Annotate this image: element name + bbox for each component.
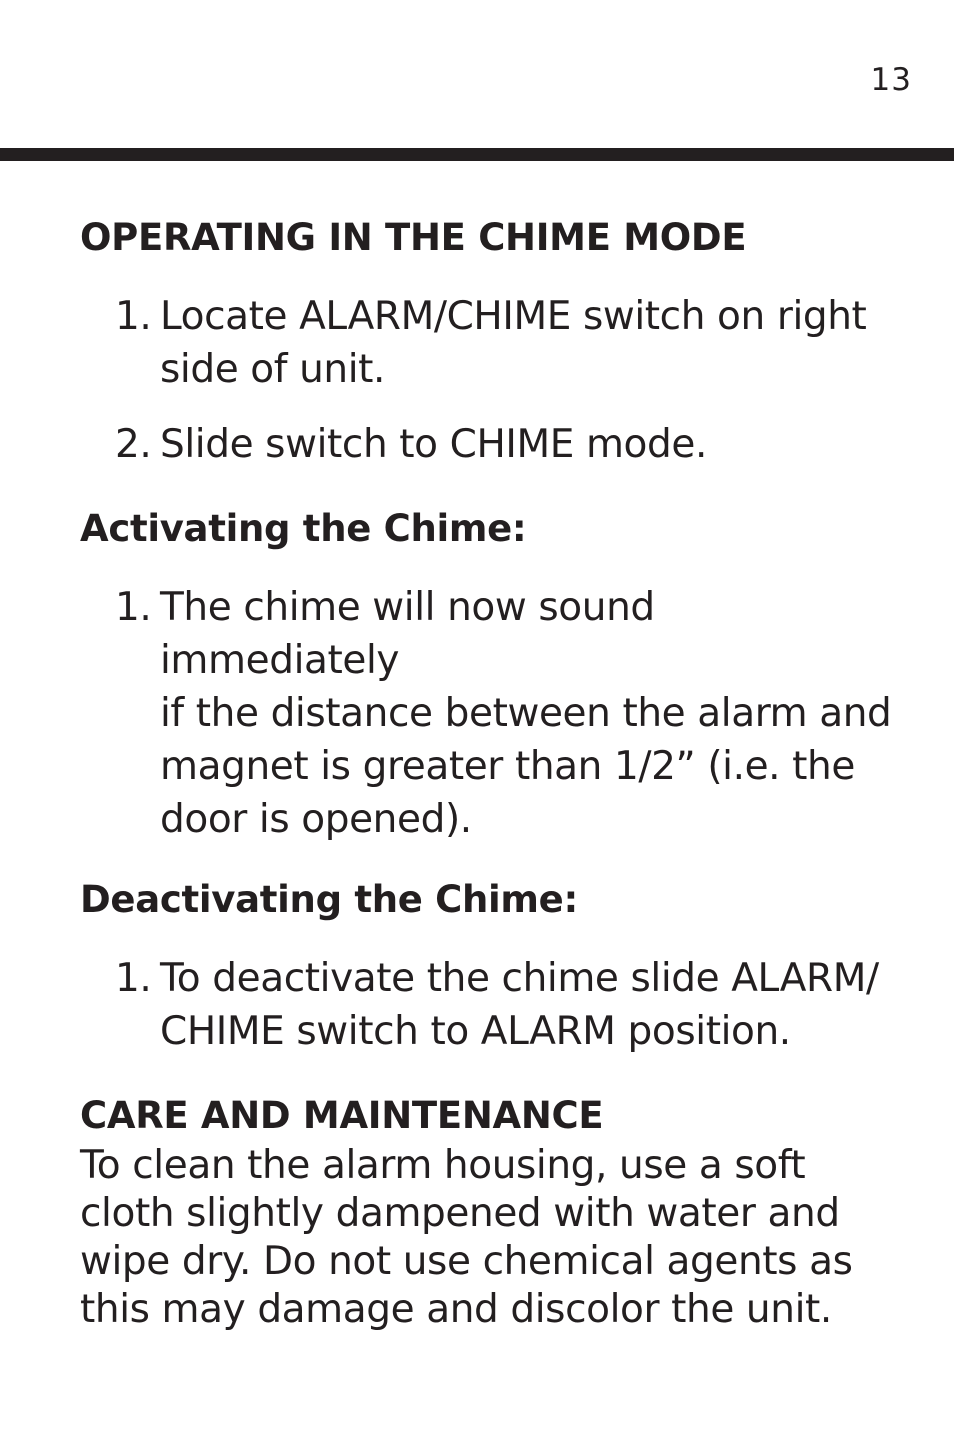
page-number: 13 <box>870 62 912 98</box>
paragraph-line: cloth slightly dampened with water and <box>80 1191 840 1236</box>
list-item <box>80 418 900 471</box>
deactivating-steps <box>80 952 900 1058</box>
header-rule <box>0 148 954 161</box>
step-text-line: Locate ALARM/CHIME switch on right <box>160 294 867 339</box>
step-text-line: The chime will now sound immediately <box>160 585 655 683</box>
step-text-line: side of unit. <box>160 347 386 392</box>
heading-chime-mode: OPERATING IN THE CHIME MODE <box>80 216 747 259</box>
step-text-line: magnet is greater than 1/2” (i.e. the <box>160 744 855 789</box>
step-number: 1. <box>115 294 152 339</box>
page-content <box>80 214 900 1334</box>
step-text-line: door is opened). <box>160 797 472 842</box>
heading-care-maintenance: CARE AND MAINTENANCE <box>80 1094 604 1137</box>
step-text-line: CHIME switch to ALARM position. <box>160 1009 791 1054</box>
paragraph-line: To clean the alarm housing, use a soft <box>80 1143 806 1188</box>
step-number: 1. <box>115 585 152 630</box>
list-item <box>80 290 900 396</box>
list-item <box>80 952 900 1058</box>
care-paragraph <box>80 1142 900 1334</box>
step-text-line: Slide switch to CHIME mode. <box>160 422 707 467</box>
activating-steps <box>80 581 900 846</box>
step-number: 2. <box>115 422 152 467</box>
step-text-line: if the distance between the alarm and <box>160 691 892 736</box>
paragraph-line: wipe dry. Do not use chemical agents as <box>80 1239 853 1284</box>
heading-deactivating-chime: Deactivating the Chime: <box>80 878 578 921</box>
chime-mode-steps <box>80 290 900 471</box>
heading-activating-chime: Activating the Chime: <box>80 507 527 550</box>
list-item <box>80 581 900 846</box>
paragraph-line: this may damage and discolor the unit. <box>80 1287 832 1332</box>
step-number: 1. <box>115 956 152 1001</box>
step-text-line: To deactivate the chime slide ALARM/ <box>160 956 879 1001</box>
